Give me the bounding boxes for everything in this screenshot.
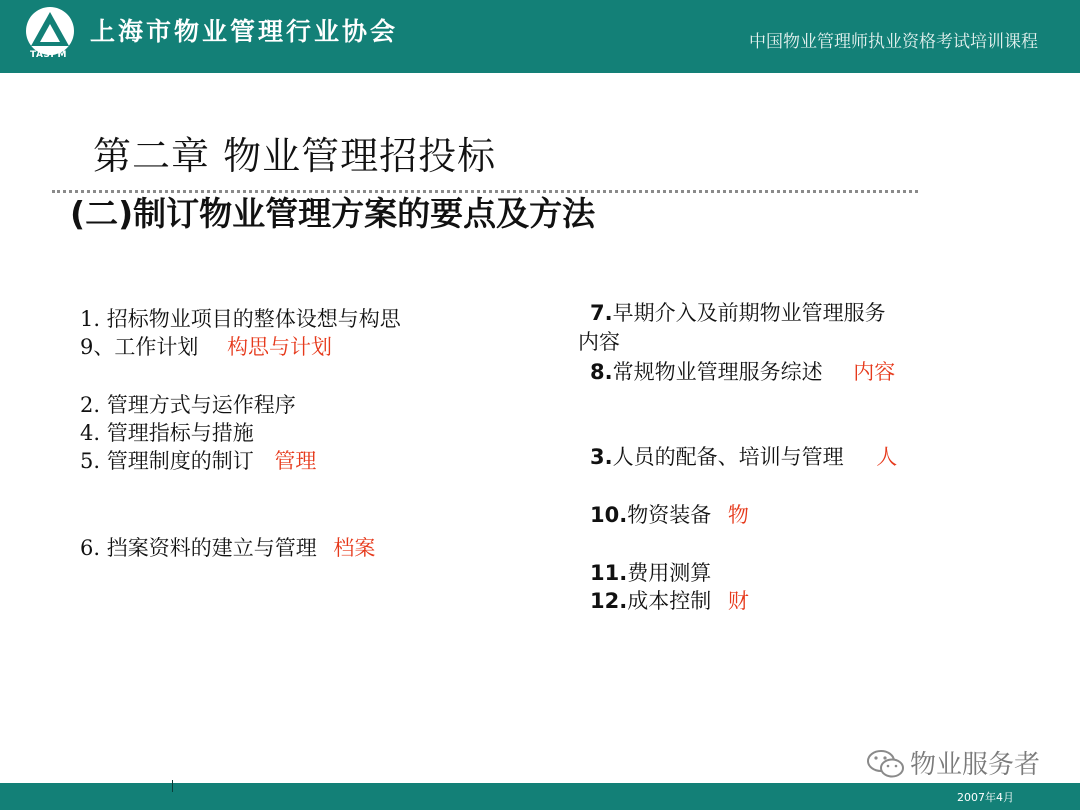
left-item-4 [80,419,254,447]
section-title: (二)制订物业管理方案的要点及方法 [70,194,596,233]
item-tag: 物 [727,503,749,527]
item-text: 内容 [578,330,620,354]
item-text: 1. 招标物业项目的整体设想与构思 [80,307,401,331]
footer-divider [172,780,173,792]
item-tag: 构思与计划 [227,335,333,359]
item-tag: 财 [727,589,749,613]
logo-label: TASPM [30,50,67,60]
course-name: 中国物业管理师执业资格考试培训课程 [749,32,1038,52]
association-name: 上海市物业管理行业协会 [90,17,399,46]
item-number: 8. [590,360,613,384]
item-number: 11. [590,561,628,585]
right-item-4 [590,501,749,529]
wechat-icon [866,747,906,781]
item-number: 10. [590,503,628,527]
right-item-2 [590,358,895,386]
item-tag: 档案 [333,536,376,560]
left-item-6 [80,534,375,562]
item-text: 费用测算 [627,561,712,585]
item-text: 成本控制 [627,589,712,613]
date-label: 2007年4月 [957,791,1014,804]
left-item-2 [80,333,332,361]
item-tag: 内容 [853,360,896,384]
item-text: 2. 管理方式与运作程序 [80,393,296,417]
header-bar [0,0,1080,73]
right-item-1 [590,299,886,327]
item-text: 物资装备 [627,503,712,527]
item-tag: 人 [876,445,898,469]
item-text: 人员的配备、培训与管理 [612,445,844,469]
left-item-5 [80,447,316,475]
item-text: 5. 管理制度的制订 [80,449,254,473]
item-text: 9、工作计划 [80,335,199,359]
footer-bar [0,783,1080,810]
right-item-5 [590,559,711,587]
left-item-1 [80,305,401,333]
chapter-title: 第二章 物业管理招投标 [93,134,497,178]
item-text: 早期介入及前期物业管理服务 [612,301,886,325]
item-number: 7. [590,301,613,325]
item-text: 常规物业管理服务综述 [612,360,823,384]
left-item-3 [80,391,296,419]
item-number: 12. [590,589,628,613]
item-number: 3. [590,445,613,469]
item-text: 4. 管理指标与措施 [80,421,254,445]
right-item-3 [590,443,897,471]
right-item-1-cont [578,328,620,356]
item-tag: 管理 [274,449,317,473]
watermark-text: 物业服务者 [910,750,1041,780]
right-item-6 [590,587,749,615]
item-text: 6. 挡案资料的建立与管理 [80,536,317,560]
